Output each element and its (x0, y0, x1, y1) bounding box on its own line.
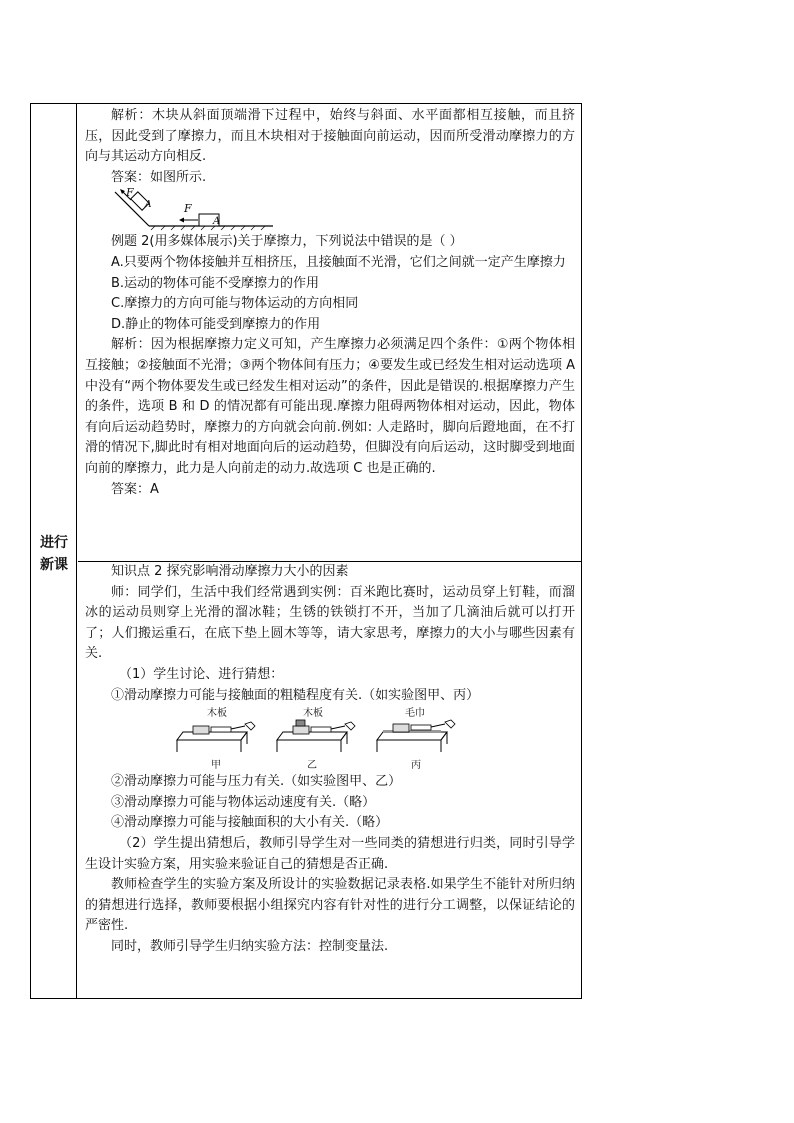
surface-label: 毛巾 (405, 708, 425, 720)
experiment-caption: 丙 (411, 760, 421, 772)
force-label-ground: F (184, 202, 192, 216)
answer-line-2: 答案：A (111, 481, 159, 497)
row-label (31, 532, 77, 576)
content-cell-example (78, 104, 581, 562)
guess-4: ④滑动摩擦力可能与接触面积的大小有关.（略） (111, 815, 389, 831)
guess-3: ③滑动摩擦力可能与物体运动速度有关.（略） (111, 794, 376, 810)
incline-diagram (85, 188, 575, 232)
experiment-figures (85, 706, 575, 772)
experiment-figure (175, 706, 265, 772)
option-c: C.摩擦力的方向可能与物体运动的方向相同 (111, 296, 359, 312)
step-2: （2）学生提出猜想后，教师引导学生对一些同类的猜想进行归类，同时引导学生设计实验方案，用实验来验证自己的猜想是否正确. (85, 835, 575, 872)
surface-label: 木板 (207, 708, 227, 720)
teacher-intro: 师：同学们，生活中我们经常遇到实例：百米跑比赛时，运动员穿上钉鞋，而溜冰的运动员则穿上光滑的溜冰鞋；生锈的铁锁打不开，当加了几滴油后就可以打开了；人们搬运重石，在底下垫上圆木等等，请大家思考，摩擦力的大小与哪些因素有关. (85, 584, 575, 662)
experiment-caption: 乙 (307, 760, 317, 772)
option-b: B.运动的物体可能不受摩擦力的作用 (111, 275, 320, 291)
row-label-text: 进行新课 (40, 535, 68, 573)
analysis-paragraph: 解析：木块从斜面顶端滑下过程中，始终与斜面、水平面都相互接触，而且挤压，因此受到了摩擦力，而且木块相对于接触面向前运动，因而所受滑动摩擦力的方向与其运动方向相反. (85, 108, 575, 165)
force-label-slope: F (126, 186, 134, 200)
experiment-svg (275, 718, 365, 768)
experiment-figure (375, 706, 465, 772)
teacher-check: 教师检查学生的实验方案及所设计的实验数据记录表格.如果学生不能针对所归纳的猜想进行选择，教师要根据小组探究内容有针对性的进行分工调整，以保证结论的严密性. (85, 877, 575, 934)
analysis-paragraph-2: 解析：因为根据摩擦力定义可知，产生摩擦力必须满足四个条件：①两个物体相互接触；②接触面不光滑；③两个物体间有压力；④要发生或已经发生相对运动选项 A 中没有“两个物体要发生或已经发生相对运动”的条件，因此是错误的.根据摩擦力产生的条件，选项 B 和 D 的情况都有可能出现.摩擦力阻碍两物体相对运动，因此，物体有向后运动趋势时，摩擦力的方向就会向前.例如: 人走路时，脚向后蹬地面，在不打滑的情况下,脚此时有相对地面向后的运动趋势，但脚没有向后运动，这时脚受到地面向前的摩擦力，此力是人向前走的动力.故选项 C 也是正确的. (85, 337, 575, 476)
knowledge-heading: 知识点 2 探究影响滑动摩擦力大小的因素 (111, 564, 349, 579)
option-a: A.只要两个物体接触并互相挤压，且接触面不光滑，它们之间就一定产生摩擦力 (111, 254, 566, 270)
block-label-ground: A (213, 216, 221, 228)
option-d: D.静止的物体可能受到摩擦力的作用 (111, 316, 321, 332)
answer-line: 答案：如图所示. (111, 169, 207, 185)
method-line: 同时，教师引导学生归纳实验方法：控制变量法. (111, 938, 389, 954)
row-label-column (31, 104, 77, 998)
step-1: （1）学生讨论、进行猜想： (119, 666, 284, 682)
experiment-figure (275, 706, 365, 772)
lesson-table (30, 103, 582, 999)
content-cell-knowledge (78, 562, 581, 998)
guess-2: ②滑动摩擦力可能与压力有关.（如实验图甲、乙） (111, 774, 402, 790)
experiment-caption: 甲 (211, 760, 221, 772)
example-question: 例题 2(用多媒体展示)关于摩擦力，下列说法中错误的是（ ） (111, 234, 463, 250)
incline-diagram-svg (85, 188, 325, 232)
guess-1: ①滑动摩擦力可能与接触面的粗糙程度有关.（如实验图甲、丙） (111, 687, 480, 703)
surface-label: 木板 (303, 708, 323, 720)
block-label-slope: A (145, 200, 152, 211)
